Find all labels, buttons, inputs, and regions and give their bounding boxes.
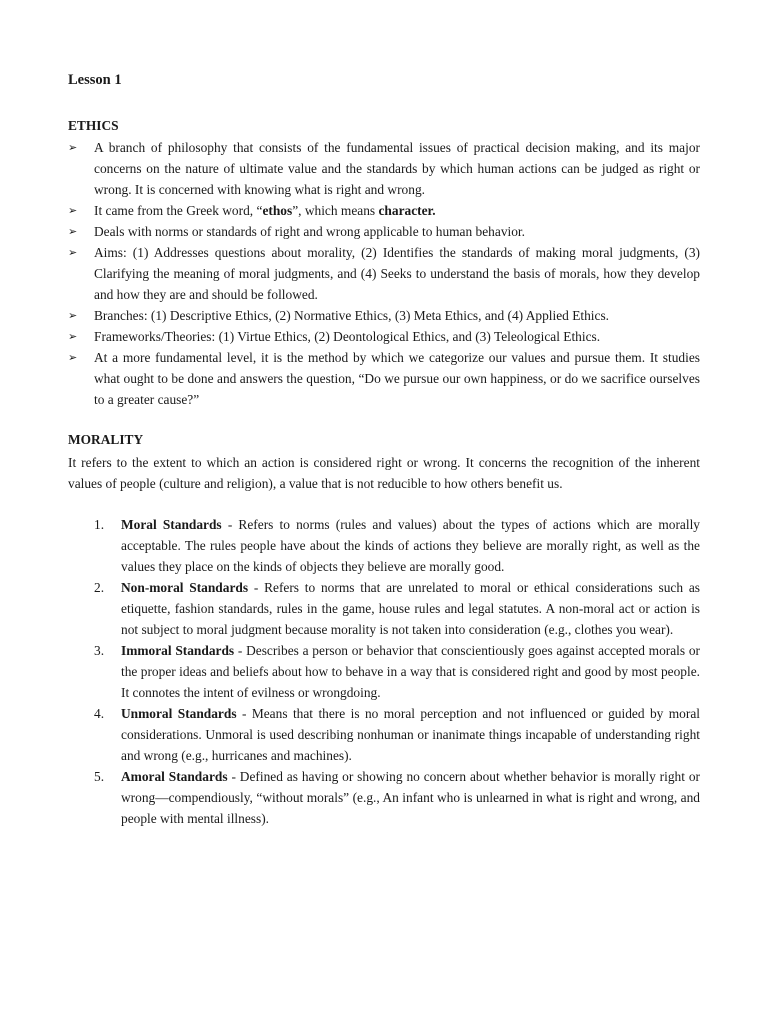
list-number: 4. — [94, 706, 105, 721]
arrow-bullet-icon: ➢ — [68, 225, 78, 238]
list-item — [68, 326, 700, 347]
list-item — [68, 221, 700, 242]
arrow-bullet-icon: ➢ — [68, 141, 78, 154]
bullet-text: A branch of philosophy that consists of the fundamental issues of practical decision making, and its major concerns on the nature of ultimate value and the standards by which human actions can be judged as right or wrong. It is concerned with knowing what is right and wrong. — [94, 140, 700, 197]
list-item — [68, 305, 700, 326]
standard-term: Amoral Standards — [121, 769, 228, 784]
bullet-text-before: It came from the Greek word, “ — [94, 203, 263, 218]
ethos-term: ethos — [262, 203, 293, 218]
standard-term: Unmoral Standards — [121, 706, 237, 721]
list-item — [68, 703, 700, 766]
bullet-text: Deals with norms or standards of right and wrong applicable to human behavior. — [94, 224, 526, 239]
standard-text: - Refers to norms that are unrelated to moral or ethical considerations such as etiquette, fashion standards, rules in the game, house rules and legal statutes. A non-moral act or action is not subject to moral judgment because morality is not taken into consideration (e.g., clothes you wear). — [121, 580, 701, 637]
bullet-text: Branches: (1) Descriptive Ethics, (2) Normative Ethics, (3) Meta Ethics, and (4) Applied Ethics. — [94, 308, 610, 323]
list-number: 3. — [94, 643, 105, 658]
list-item — [68, 514, 700, 577]
arrow-bullet-icon: ➢ — [68, 309, 78, 322]
ethics-heading: ETHICS — [68, 118, 119, 133]
standards-list — [68, 514, 700, 829]
arrow-bullet-icon: ➢ — [68, 351, 78, 364]
list-number: 5. — [94, 769, 105, 784]
ethics-bullet-list — [68, 137, 700, 410]
bullet-text: Aims: (1) Addresses questions about morality, (2) Identifies the standards of making moral judgments, (3) Clarifying the meaning of moral judgments, and (4) Seeks to understand the basis of morals, how they develop and how they are and should be followed. — [94, 245, 700, 302]
list-item — [68, 640, 700, 703]
list-item — [68, 200, 700, 221]
character-term: character. — [378, 203, 436, 218]
bullet-text: Frameworks/Theories: (1) Virtue Ethics, (2) Deontological Ethics, and (3) Teleological Ethics. — [94, 329, 601, 344]
list-item — [68, 766, 700, 829]
standard-text: - Defined as having or showing no concern about whether behavior is morally right or wrong—compendiously, “without morals” (e.g., An infant who is unlearned in what is right and wrong, and people with mental illness). — [121, 769, 700, 826]
bullet-text: At a more fundamental level, it is the method by which we categorize our values and pursue them. It studies what ought to be done and answers the question, “Do we pursue our own happiness, or do we sacrifice ourselves to a greater cause?” — [94, 350, 700, 407]
list-item — [68, 577, 700, 640]
bullet-text-middle: ”, which means — [292, 203, 379, 218]
standard-term: Immoral Standards — [121, 643, 235, 658]
standard-term: Moral Standards — [121, 517, 222, 532]
standard-text: - Means that there is no moral perception and not influenced or guided by moral considerations. Unmoral is used describing nonhuman or inanimate things incapable of understanding right and wrong (e.g., hurricanes and machines). — [121, 706, 701, 763]
standard-term: Non-moral Standards — [121, 580, 249, 595]
standard-text: - Describes a person or behavior that conscientiously goes against accepted morals or the proper ideas and beliefs about how to behave in a way that is considered right and good by most people. It connotes the intent of evilness or wrongdoing. — [121, 643, 700, 700]
morality-heading: MORALITY — [68, 432, 144, 447]
arrow-bullet-icon: ➢ — [68, 246, 78, 259]
lesson-title: Lesson 1 — [68, 72, 122, 88]
list-item — [68, 242, 700, 305]
arrow-bullet-icon: ➢ — [68, 204, 78, 217]
list-number: 1. — [94, 517, 105, 532]
list-item — [68, 347, 700, 410]
morality-intro: It refers to the extent to which an action is considered right or wrong. It concerns the recognition of the inherent values of people (culture and religion), a value that is not reducible to how others benefit us. — [68, 455, 700, 491]
standard-text: - Refers to norms (rules and values) about the types of actions which are morally acceptable. The rules people have about the kinds of actions they believe are morally right, as well as the values they place on the kinds of objects they believe are morally good. — [121, 517, 700, 574]
arrow-bullet-icon: ➢ — [68, 330, 78, 343]
list-number: 2. — [94, 580, 105, 595]
list-item — [68, 137, 700, 200]
